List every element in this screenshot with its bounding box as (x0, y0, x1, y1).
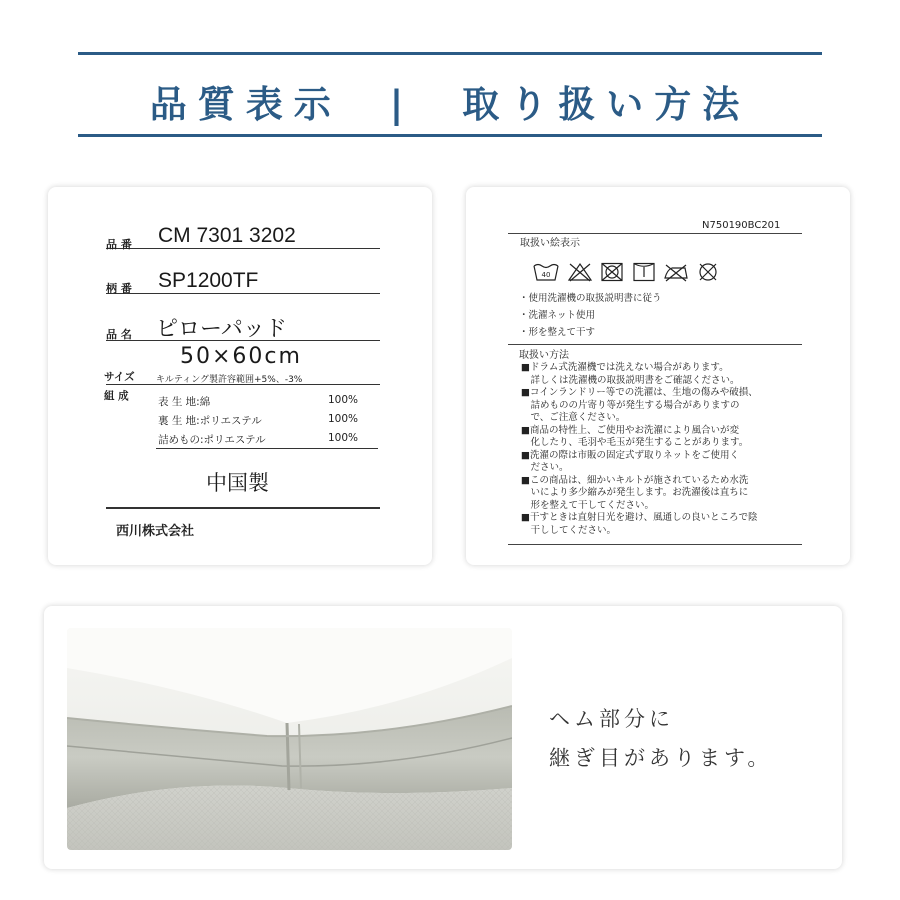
composition-part: 裏 生 地:ポリエステル (158, 415, 262, 427)
label-code: N750190BC201 (702, 220, 781, 231)
care-note: ・使用洗濯機の取扱説明書に従う (519, 293, 662, 304)
product-name-label: 品 名 (106, 328, 132, 341)
header-rule-bottom (78, 134, 822, 137)
composition-percent: 100% (328, 413, 359, 425)
method-line: 詰めものの片寄り等が発生する場合がありますの (521, 399, 740, 411)
composition-part: 詰めもの:ポリエステル (158, 434, 266, 446)
product-no-value: CM 7301 3202 (158, 224, 296, 247)
method-line: 詳しくは洗濯機の取扱説明書をご確認ください。 (521, 374, 740, 386)
header-rule-top (78, 52, 822, 55)
composition-percent: 100% (328, 394, 359, 406)
care-note: ・洗濯ネット使用 (519, 310, 596, 321)
method-bottom-divider (508, 544, 802, 545)
composition-underline (156, 448, 378, 449)
tolerance-note: キルティング製許容範囲+5%、-3% (156, 375, 303, 385)
no-tumble-dry-icon (598, 262, 626, 282)
method-divider (508, 344, 802, 345)
method-line: ■コインランドリー等での洗濯は、生地の傷みや破損、 (521, 387, 758, 398)
size-label: サイズ (104, 371, 135, 383)
pattern-no-value: SP1200TF (158, 269, 259, 292)
hem-fabric-illustration (67, 628, 512, 850)
method-text-block (521, 362, 758, 537)
method-line: ■商品の特性上、ご使用やお洗濯により風合いが変 (521, 424, 739, 436)
wash-40-icon (532, 262, 560, 282)
no-iron-icon (662, 262, 690, 282)
wash-temp-text: 40 (541, 271, 551, 279)
composition-percent: 100% (328, 432, 359, 444)
no-bleach-icon (566, 262, 594, 282)
company-name: 西川株式会社 (116, 524, 195, 539)
origin-underline (106, 507, 380, 509)
care-note: ・形を整えて干す (519, 327, 596, 338)
method-line: いにより多少縮みが発生します。お洗濯後は直ちに (521, 487, 749, 498)
method-line: ■ドラム式洗濯機では洗えない場合があります。 (521, 362, 729, 373)
method-line: で、ご注意ください。 (521, 412, 626, 423)
method-line: 形を整えて干してください。 (521, 499, 655, 511)
method-line: ださい。 (521, 462, 569, 473)
method-line: ■干すときは直射日光を避け、風通しの良いところで陰 (521, 512, 758, 523)
method-line: ■この商品は、細かいキルトが施されているため水洗 (521, 474, 749, 486)
hem-caption-line2: 継ぎ目があります。 (549, 746, 773, 770)
product-name-value: ピローパッド (156, 317, 287, 342)
code-underline (508, 233, 802, 234)
hem-photo (67, 628, 512, 850)
page-title: 品質表示 | 取り扱い方法 (149, 83, 751, 126)
method-line: 化したり、毛羽や毛玉が発生することがあります。 (521, 437, 749, 448)
origin-text: 中国製 (206, 471, 269, 495)
method-heading: 取扱い方法 (519, 350, 569, 361)
size-value: 50×60cm (180, 344, 302, 369)
symbols-heading: 取扱い絵表示 (520, 238, 580, 249)
product-no-label: 品 番 (106, 238, 132, 251)
no-dry-clean-icon (694, 262, 722, 282)
pattern-no-label: 柄 番 (106, 282, 132, 295)
method-line: ■洗濯の際は市販の固定式ず取りネットをご使用く (521, 449, 739, 461)
composition-part: 表 生 地:綿 (158, 396, 211, 408)
composition-label: 組 成 (104, 390, 129, 402)
hem-caption-line1: ヘム部分に (549, 707, 674, 731)
method-line: 干ししてください。 (521, 524, 617, 536)
line-dry-icon (630, 262, 658, 282)
